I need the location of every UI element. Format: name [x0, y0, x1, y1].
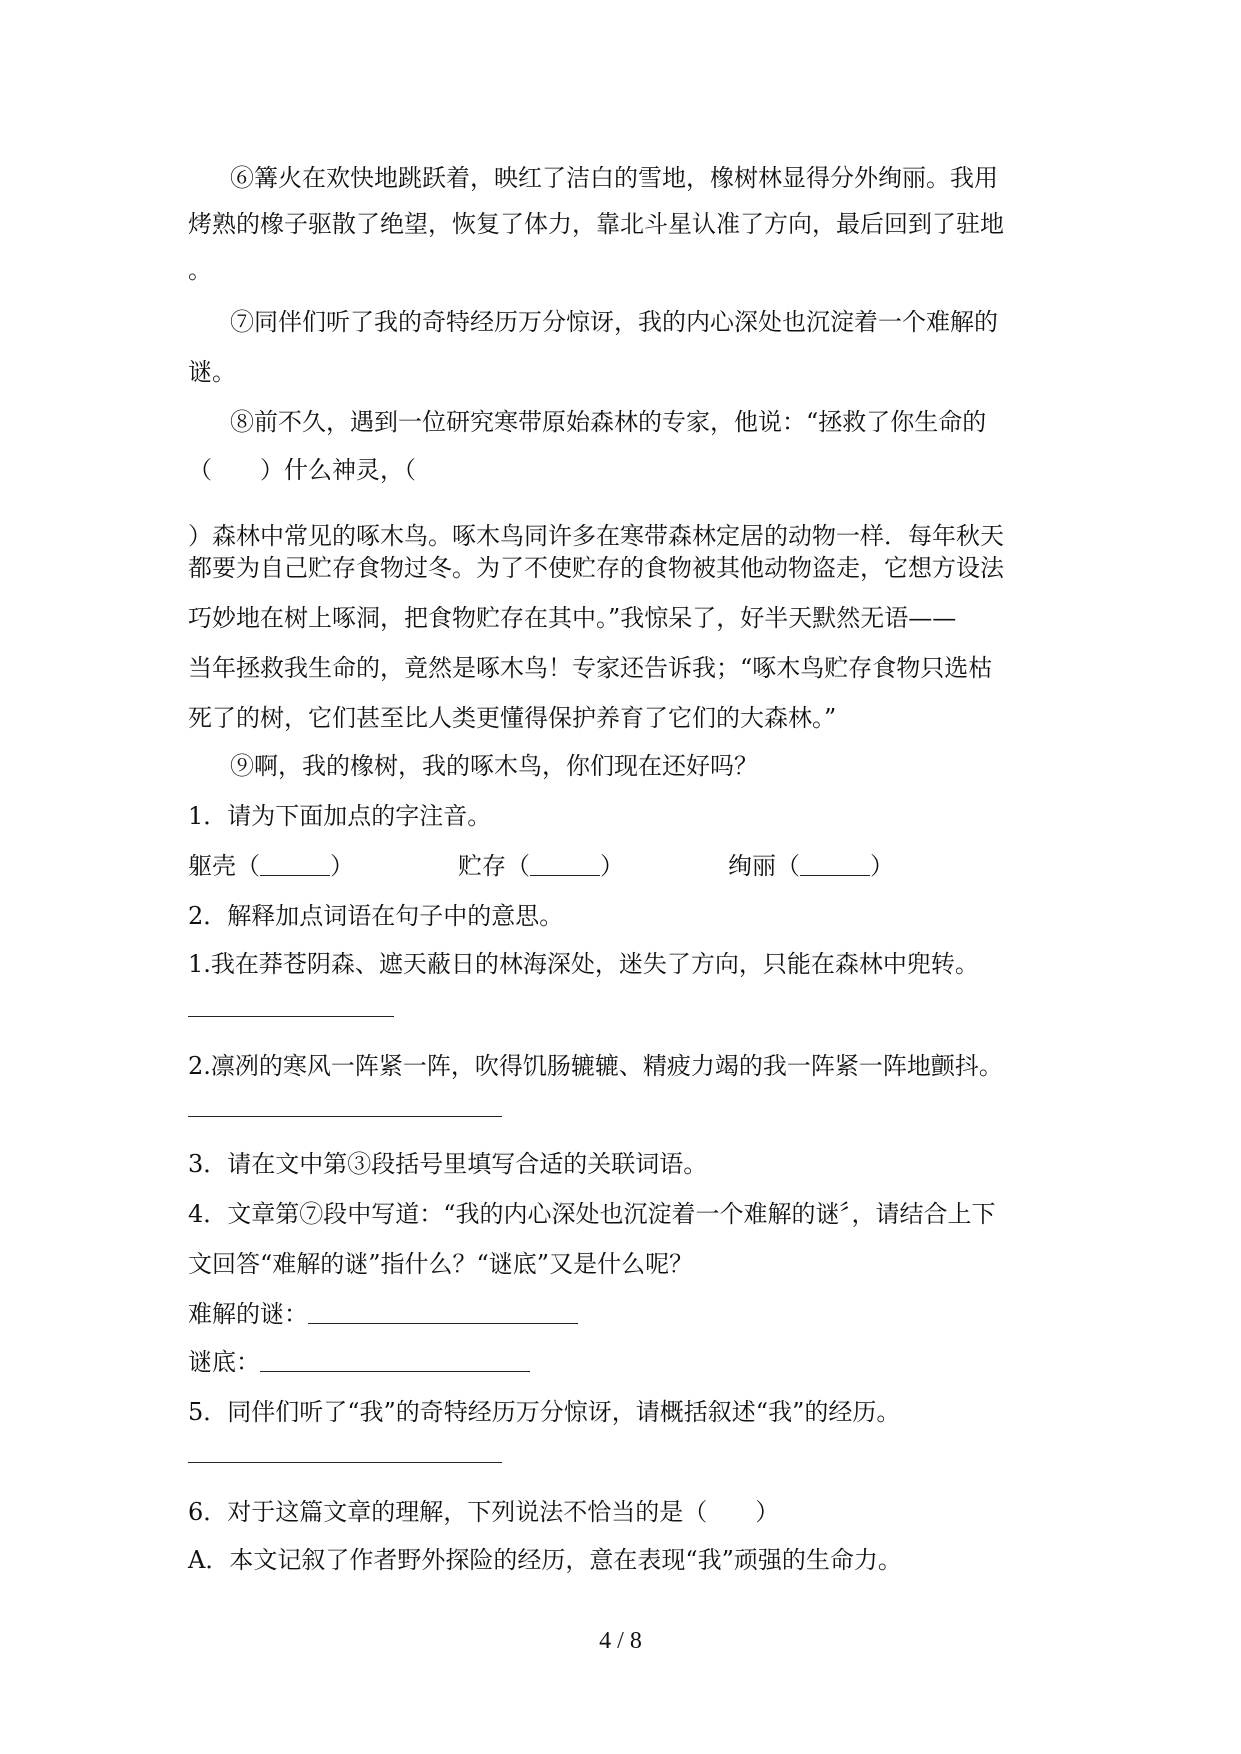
passage-line: 。 — [188, 256, 212, 284]
question-6-title: 6．对于这篇文章的理解，下列说法不恰当的是（ ） — [188, 1498, 780, 1526]
passage-line: 当年拯救我生命的，竟然是啄木鸟！专家还告诉我；“啄木鸟贮存食物只选枯 — [188, 654, 993, 682]
question-1-title: 1．请为下面加点的字注音。 — [188, 802, 492, 830]
pinyin-blank-1[interactable] — [260, 853, 330, 876]
answer-blank[interactable] — [260, 1349, 530, 1372]
word-1: 躯壳 — [188, 852, 236, 880]
answer-line[interactable] — [188, 1116, 502, 1117]
question-2-title: 2．解释加点词语在句子中的意思。 — [188, 902, 564, 930]
question-4-answer-2: 谜底： — [188, 1344, 530, 1380]
pinyin-blank-3[interactable] — [800, 853, 870, 876]
question-5-title: 5．同伴们听了“我”的奇特经历万分惊讶，请概括叙述“我”的经历。 — [188, 1398, 901, 1426]
passage-line: （ ）什么神灵，（ — [188, 456, 416, 484]
question-1-items: 躯壳（ ） 贮存（ ） 绚丽（ ） — [188, 852, 894, 880]
pinyin-blank-2[interactable] — [530, 853, 600, 876]
passage-line: ）森林中常见的啄木鸟。啄木鸟同许多在寒带森林定居的动物一样．每年秋天 — [188, 522, 1004, 550]
question-4-answer-1: 难解的谜： — [188, 1296, 578, 1332]
passage-line: 巧妙地在树上啄洞，把食物贮存在其中。”我惊呆了，好半天默然无语—— — [188, 604, 957, 632]
passage-line: 谜。 — [188, 358, 236, 386]
answer-blank[interactable] — [308, 1301, 578, 1324]
passage-line: 都要为自己贮存食物过冬。为了不使贮存的食物被其他动物盗走，它想方设法 — [188, 554, 1004, 582]
question-6-option-a: A．本文记叙了作者野外探险的经历，意在表现“我”顽强的生命力。 — [188, 1546, 902, 1574]
passage-line: 死了的树，它们甚至比人类更懂得保护养育了它们的大森林。” — [188, 704, 837, 732]
passage-line: ⑨啊，我的橡树，我的啄木鸟，你们现在还好吗？ — [230, 752, 758, 780]
question-4-line-1: 4．文章第⑦段中写道：“我的内心深处也沉淀着一个难解的谜〞，请结合上下 — [188, 1200, 996, 1228]
word-3: 绚丽 — [728, 852, 776, 880]
word-2: 贮存 — [458, 852, 506, 880]
page-number: 4 / 8 — [599, 1628, 642, 1654]
question-4-line-2: 文回答“难解的谜”指什么？“谜底”又是什么呢？ — [188, 1250, 694, 1278]
answer-line[interactable] — [188, 1016, 394, 1017]
passage-line: ⑦同伴们听了我的奇特经历万分惊讶，我的内心深处也沉淀着一个难解的 — [230, 308, 998, 336]
passage-line: ⑧前不久，遇到一位研究寒带原始森林的专家，他说：“拯救了你生命的 — [230, 408, 987, 436]
passage-line: 烤熟的橡子驱散了绝望，恢复了体力，靠北斗星认准了方向，最后回到了驻地 — [188, 210, 1004, 238]
question-2-sentence-2: 2.凛冽的寒风一阵紧一阵，吹得饥肠辘辘、精疲力竭的我一阵紧一阵地颤抖。 — [188, 1052, 1003, 1080]
passage-line: ⑥篝火在欢快地跳跃着，映红了洁白的雪地，橡树林显得分外绚丽。我用 — [230, 164, 998, 192]
answer-line[interactable] — [188, 1462, 502, 1463]
question-3-title: 3．请在文中第③段括号里填写合适的关联词语。 — [188, 1150, 708, 1178]
question-2-sentence-1: 1.我在莽苍阴森、遮天蔽日的林海深处，迷失了方向，只能在森林中兜转。 — [188, 950, 979, 978]
